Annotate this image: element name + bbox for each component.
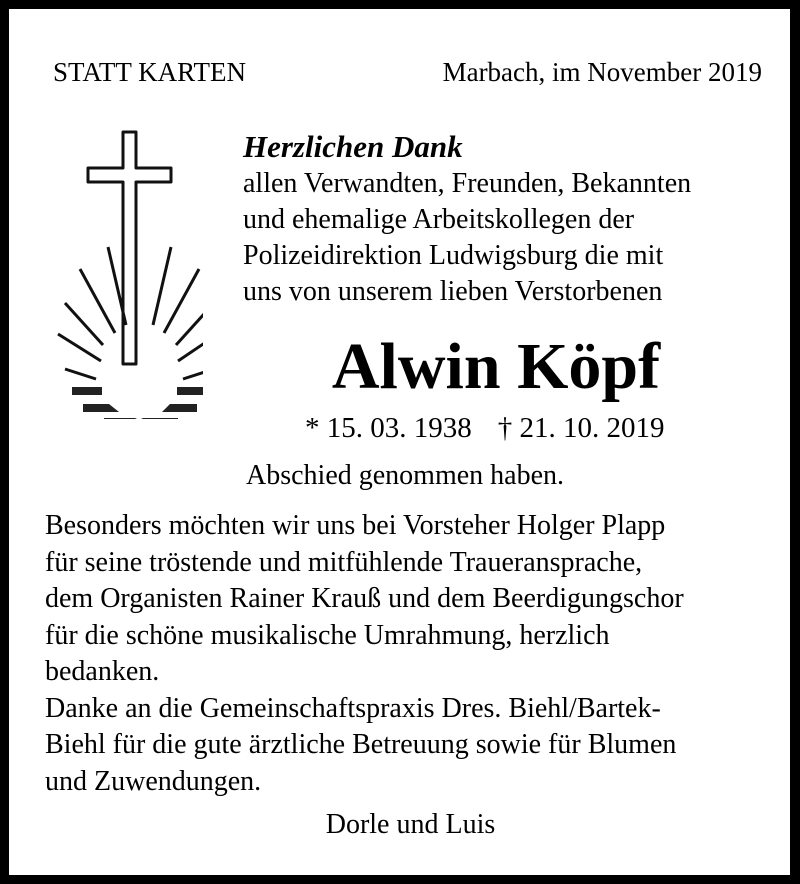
header-statt-karten: STATT KARTEN xyxy=(53,57,246,87)
body-line: Danke an die Gemeinschaftspraxis Dres. Biehl/Bartek- xyxy=(45,692,661,724)
thanks-heading: Herzlichen Dank xyxy=(243,129,463,164)
intro-block xyxy=(243,128,691,310)
birth-date: * 15. 03. 1938 xyxy=(305,412,472,444)
deceased-name: Alwin Köpf xyxy=(331,330,661,403)
body-line: Biehl für die gute ärztliche Betreuung sowie für Blumen xyxy=(45,729,677,760)
header-place-date: Marbach, im November 2019 xyxy=(442,57,762,87)
body-line: bedanken. xyxy=(45,656,160,687)
body-line: für seine tröstende und mitfühlende Traueransprache, xyxy=(45,546,643,578)
body-line: für die schöne musikalische Umrahmung, herzlich xyxy=(45,619,610,651)
life-dates xyxy=(305,412,665,445)
body-line: dem Organisten Rainer Krauß und dem Beerdigungschor xyxy=(45,583,684,614)
acknowledgement-text xyxy=(45,508,684,800)
obituary-card xyxy=(9,9,790,875)
intro-line: Polizeidirektion Ludwigsburg die mit xyxy=(243,240,664,271)
intro-line: uns von unserem lieben Verstorbenen xyxy=(243,276,663,307)
intro-line: und ehemalige Arbeitskollegen der xyxy=(243,204,635,235)
body-line: Besonders möchten wir uns bei Vorsteher Holger Plapp xyxy=(45,510,666,541)
death-date: † 21. 10. 2019 xyxy=(497,412,665,444)
body-line: und Zuwendungen. xyxy=(45,765,262,797)
farewell-line: Abschied genommen haben. xyxy=(246,460,565,491)
signature: Dorle und Luis xyxy=(325,809,496,840)
intro-line: allen Verwandten, Freunden, Bekannten xyxy=(243,168,692,199)
